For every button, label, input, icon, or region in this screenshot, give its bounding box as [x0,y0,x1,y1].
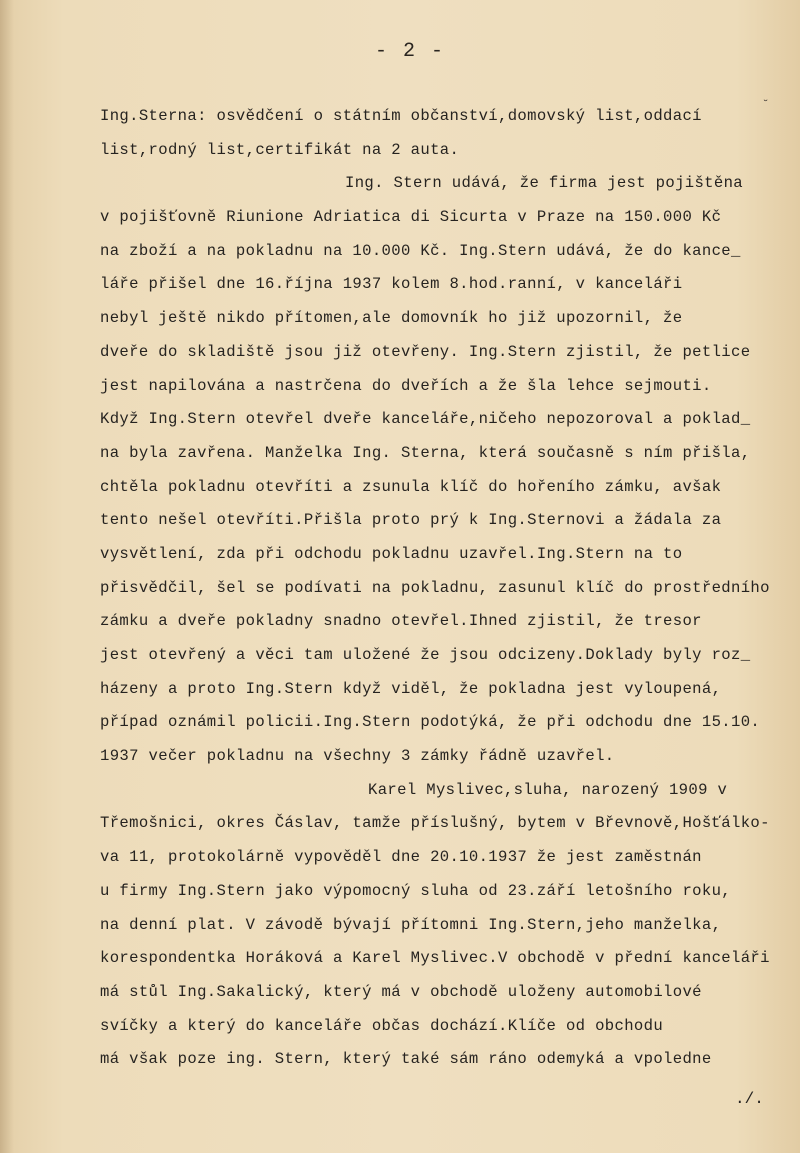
text-line: 1937 večer pokladnu na všechny 3 zámky řádně uzavřel. [100,747,615,766]
text-line: má stůl Ing.Sakalický, který má v obchodě uloženy automobilové [100,982,702,1001]
text-line: jest otevřený a věci tam uložené že jsou odcizeny.Doklady byly roz_ [100,646,751,664]
text-line: házeny a proto Ing.Stern když viděl, že pokladna jest vyloupená, [100,679,722,698]
text-line: na byla zavřena. Manželka Ing. Sterna, která současně s ním přišla, [100,443,751,462]
continuation-mark: ./. [735,1090,764,1108]
text-line: korespondentka Horáková a Karel Myslivec.V obchodě v přední kanceláři [100,949,770,968]
page-number: - 2 - [374,40,445,63]
paper-edge-shadow [0,0,14,1153]
text-line: případ oznámil policii.Ing.Stern podotýká, že při odchodu dne 15.10. [100,713,761,732]
text-line: u firmy Ing.Stern jako výpomocný sluha od 23.září letošního roku, [100,881,732,900]
text-line: Ing.Sterna: osvědčení o státním občanství,domovský list,oddací [100,107,702,125]
text-line: láře přišel dne 16.října 1937 kolem 8.hod.ranní, v kanceláři [100,275,683,294]
text-line: Ing. Stern udává, že firma jest pojištěna [345,174,744,193]
text-line: list,rodný list,certifikát na 2 auta. [100,140,460,159]
text-line: v pojišťovně Riunione Adriatica di Sicurta v Praze na 150.000 Kč [100,208,722,227]
text-line: Třemošnici, okres Čáslav, tamže příslušný, bytem v Břevnově,Hošťálko- [100,814,770,833]
text-line: tento nešel otevříti.Přišla proto prý k Ing.Sternovi a žádala za [100,511,722,530]
text-line: zámku a dveře pokladny snadno otevřel.Ihned zjistil, že tresor [100,612,702,631]
text-line: na denní plat. V závodě bývají přítomni Ing.Stern,jeho manželka, [100,915,722,934]
text-line: chtěla pokladnu otevříti a zsunula klíč do hořeního zámku, avšak [100,477,722,496]
margin-mark: ˘ [762,98,770,112]
text-line: dveře do skladiště jsou již otevřeny. Ing.Stern zjistil, že petlice [100,342,751,361]
text-line: Když Ing.Stern otevřel dveře kanceláře,ničeho nepozoroval a poklad_ [100,410,751,429]
text-line: Karel Myslivec,sluha, narozený 1909 v [368,780,728,799]
text-line: svíčky a který do kanceláře občas dochází.Klíče od obchodu [100,1016,664,1035]
text-line: vysvětlení, zda při odchodu pokladnu uzavřel.Ing.Stern na to [100,544,683,563]
text-line: nebyl ještě nikdo přítomen,ale domovník ho již upozornil, že [100,309,683,328]
document-body [100,100,795,1077]
text-line: má však poze ing. Stern, který také sám ráno odemyká a vpoledne [100,1050,712,1069]
text-line: přisvědčil, šel se podívati na pokladnu, zasunul klíč do prostředního [100,578,770,597]
text-line: na zboží a na pokladnu na 10.000 Kč. Ing.Stern udává, že do kance_ [100,241,741,260]
text-line: jest napilována a nastrčena do dveřích a že šla lehce sejmouti. [100,376,712,395]
text-line: va 11, protokolárně vypověděl dne 20.10.1937 že jest zaměstnán [100,848,702,867]
